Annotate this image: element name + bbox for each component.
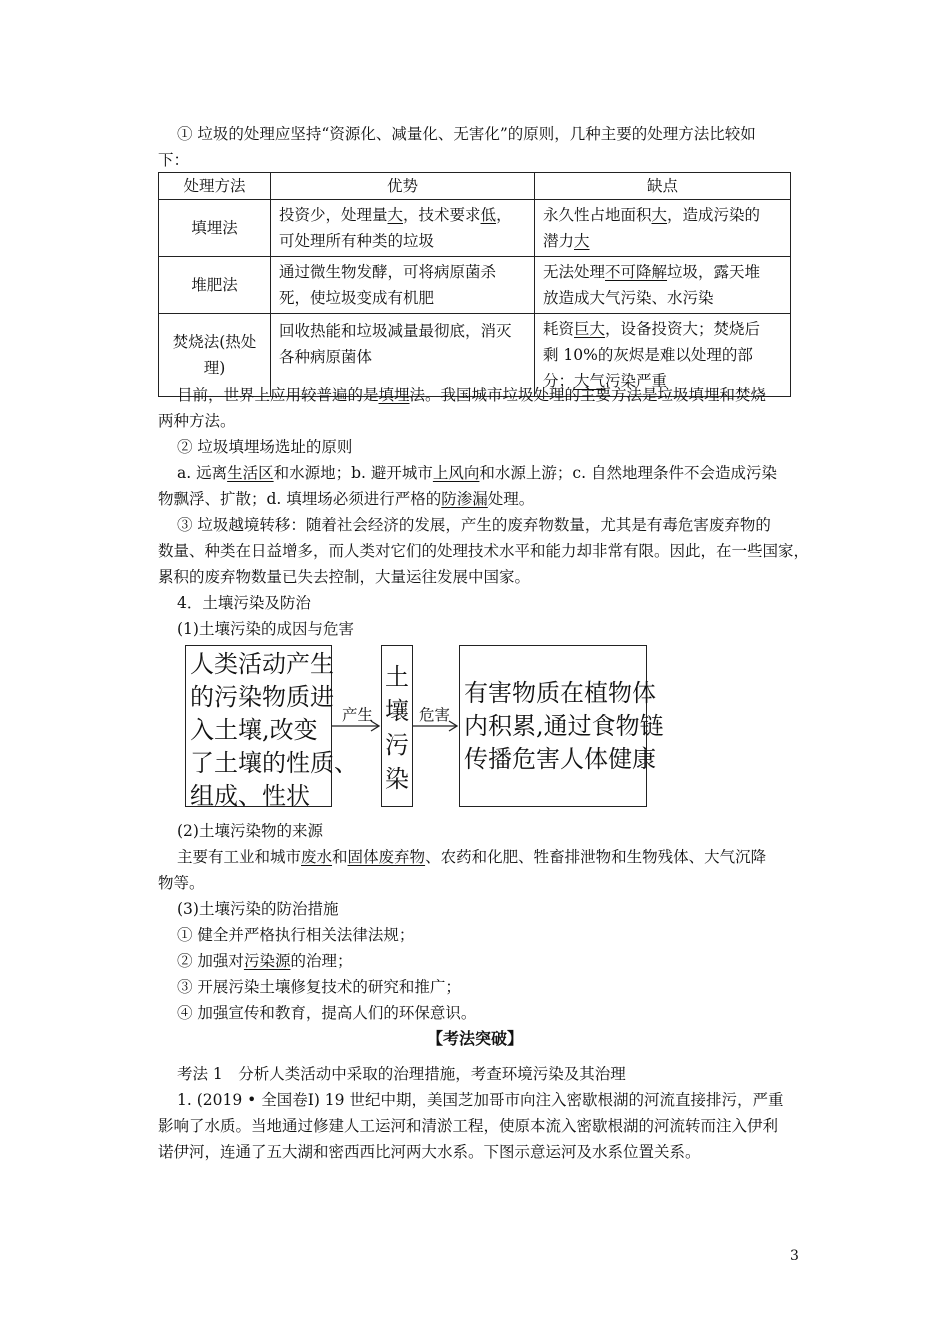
arrow-label-produce: 产生 <box>342 706 374 724</box>
intro-line-2: 下： <box>158 151 190 169</box>
measure-item: ④ 加强宣传和教育，提高人们的环保意识。 <box>177 1004 477 1022</box>
soil-pollution-box: 土 壤 污 染 <box>381 645 413 807</box>
measure-item: ① 健全并严格执行相关法律法规； <box>177 926 415 944</box>
method-title: 考法 1 分析人类活动中采取的治理措施，考查环境污染及其治理 <box>177 1065 626 1083</box>
measure-item: ② 加强对污染源的治理； <box>177 952 353 970</box>
after-table-line-2: 两种方法。 <box>158 412 236 430</box>
method-cell: 填埋法 <box>159 200 271 257</box>
header-advantage: 优势 <box>271 173 535 200</box>
measures-title: (3)土壤污染的防治措施 <box>177 900 339 918</box>
sources-title: (2)土壤污染物的来源 <box>177 822 323 840</box>
advantage-cell: 投资少，处理量大，技术要求低， 可处理所有种类的垃圾 <box>271 200 535 257</box>
arrow-right-icon <box>412 720 460 732</box>
intro-line-1: ① 垃圾的处理应坚持“资源化、减量化、无害化”的原则，几种主要的处理方法比较如 <box>177 125 756 143</box>
disadvantage-cell: 耗资巨大，设备投资大；焚烧后 剩 10%的灰烬是难以处理的部 分；大气污染严重 <box>535 314 791 397</box>
sources-line-1: 主要有工业和城市废水和固体废弃物、农药和化肥、牲畜排泄物和生物残体、大气沉降 <box>177 848 767 866</box>
transfer-line-2: 数量、种类在日益增多，而人类对它们的处理技术水平和能力却非常有限。因此，在一些国家， <box>158 542 810 560</box>
advantage-cell: 回收热能和垃圾减量最彻底，消灭 各种病原菌体 <box>271 314 535 397</box>
site-line-1: a. 远离生活区和水源地；b. 避开城市上风向和水源上游；c. 自然地理条件不会造成污染 <box>177 464 777 482</box>
table-header-row <box>159 173 791 200</box>
site-line-2: 物飘浮、扩散；d. 填埋场必须进行严格的防渗漏处理。 <box>158 490 535 508</box>
table-row <box>159 200 791 257</box>
measure-item: ③ 开展污染土壤修复技术的研究和推广； <box>177 978 461 996</box>
method-cell: 堆肥法 <box>159 257 271 314</box>
question-line-1: 1. (2019 • 全国卷Ⅰ) 19 世纪中期，美国芝加哥市向注入密歇根湖的河流直接排污，严重 <box>177 1091 784 1109</box>
soil-subtitle-1: (1)土壤污染的成因与危害 <box>177 620 354 638</box>
cause-box: 人类活动产生 的污染物质进 入土壤,改变 了土壤的性质、 组成、性状 <box>185 645 332 807</box>
method-cell: 焚烧法(热处 理) <box>159 314 271 397</box>
table-row <box>159 257 791 314</box>
question-line-3: 诺伊河，连通了五大湖和密西西比河两大水系。下图示意运河及水系位置关系。 <box>158 1143 701 1161</box>
site-title: ② 垃圾填埋场选址的原则 <box>177 438 353 456</box>
disadvantage-cell: 无法处理不可降解垃圾，露天堆 放造成大气污染、水污染 <box>535 257 791 314</box>
sources-line-2: 物等。 <box>158 874 205 892</box>
disadvantage-cell: 永久性占地面积大，造成污染的 潜力大 <box>535 200 791 257</box>
soil-title: 4．土壤污染及防治 <box>177 594 311 612</box>
question-line-2: 影响了水质。当地通过修建人工运河和清淤工程，使原本流入密歇根湖的河流转而注入伊利 <box>158 1117 779 1135</box>
transfer-line-3: 累积的废弃物数量已失去控制，大量运往发展中国家。 <box>158 568 531 586</box>
header-disadvantage: 缺点 <box>535 173 791 200</box>
advantage-cell: 通过微生物发酵，可将病原菌杀 死，使垃圾变成有机肥 <box>271 257 535 314</box>
arrow-label-harm: 危害 <box>419 706 451 724</box>
harm-box: 有害物质在植物体 内积累,通过食物链 传播危害人体健康 <box>459 645 647 807</box>
page-number: 3 <box>790 1248 799 1264</box>
after-table-line-1: 目前，世界上应用较普遍的是填埋法。我国城市垃圾处理的主要方法是垃圾填埋和焚烧 <box>177 386 767 404</box>
arrow-right-icon <box>332 720 382 732</box>
treatment-comparison-table <box>158 172 791 397</box>
transfer-line-1: ③ 垃圾越境转移：随着社会经济的发展，产生的废弃物数量，尤其是有毒危害废弃物的 <box>177 516 771 534</box>
section-heading: 【考法突破】 <box>426 1029 523 1048</box>
header-method: 处理方法 <box>159 173 271 200</box>
